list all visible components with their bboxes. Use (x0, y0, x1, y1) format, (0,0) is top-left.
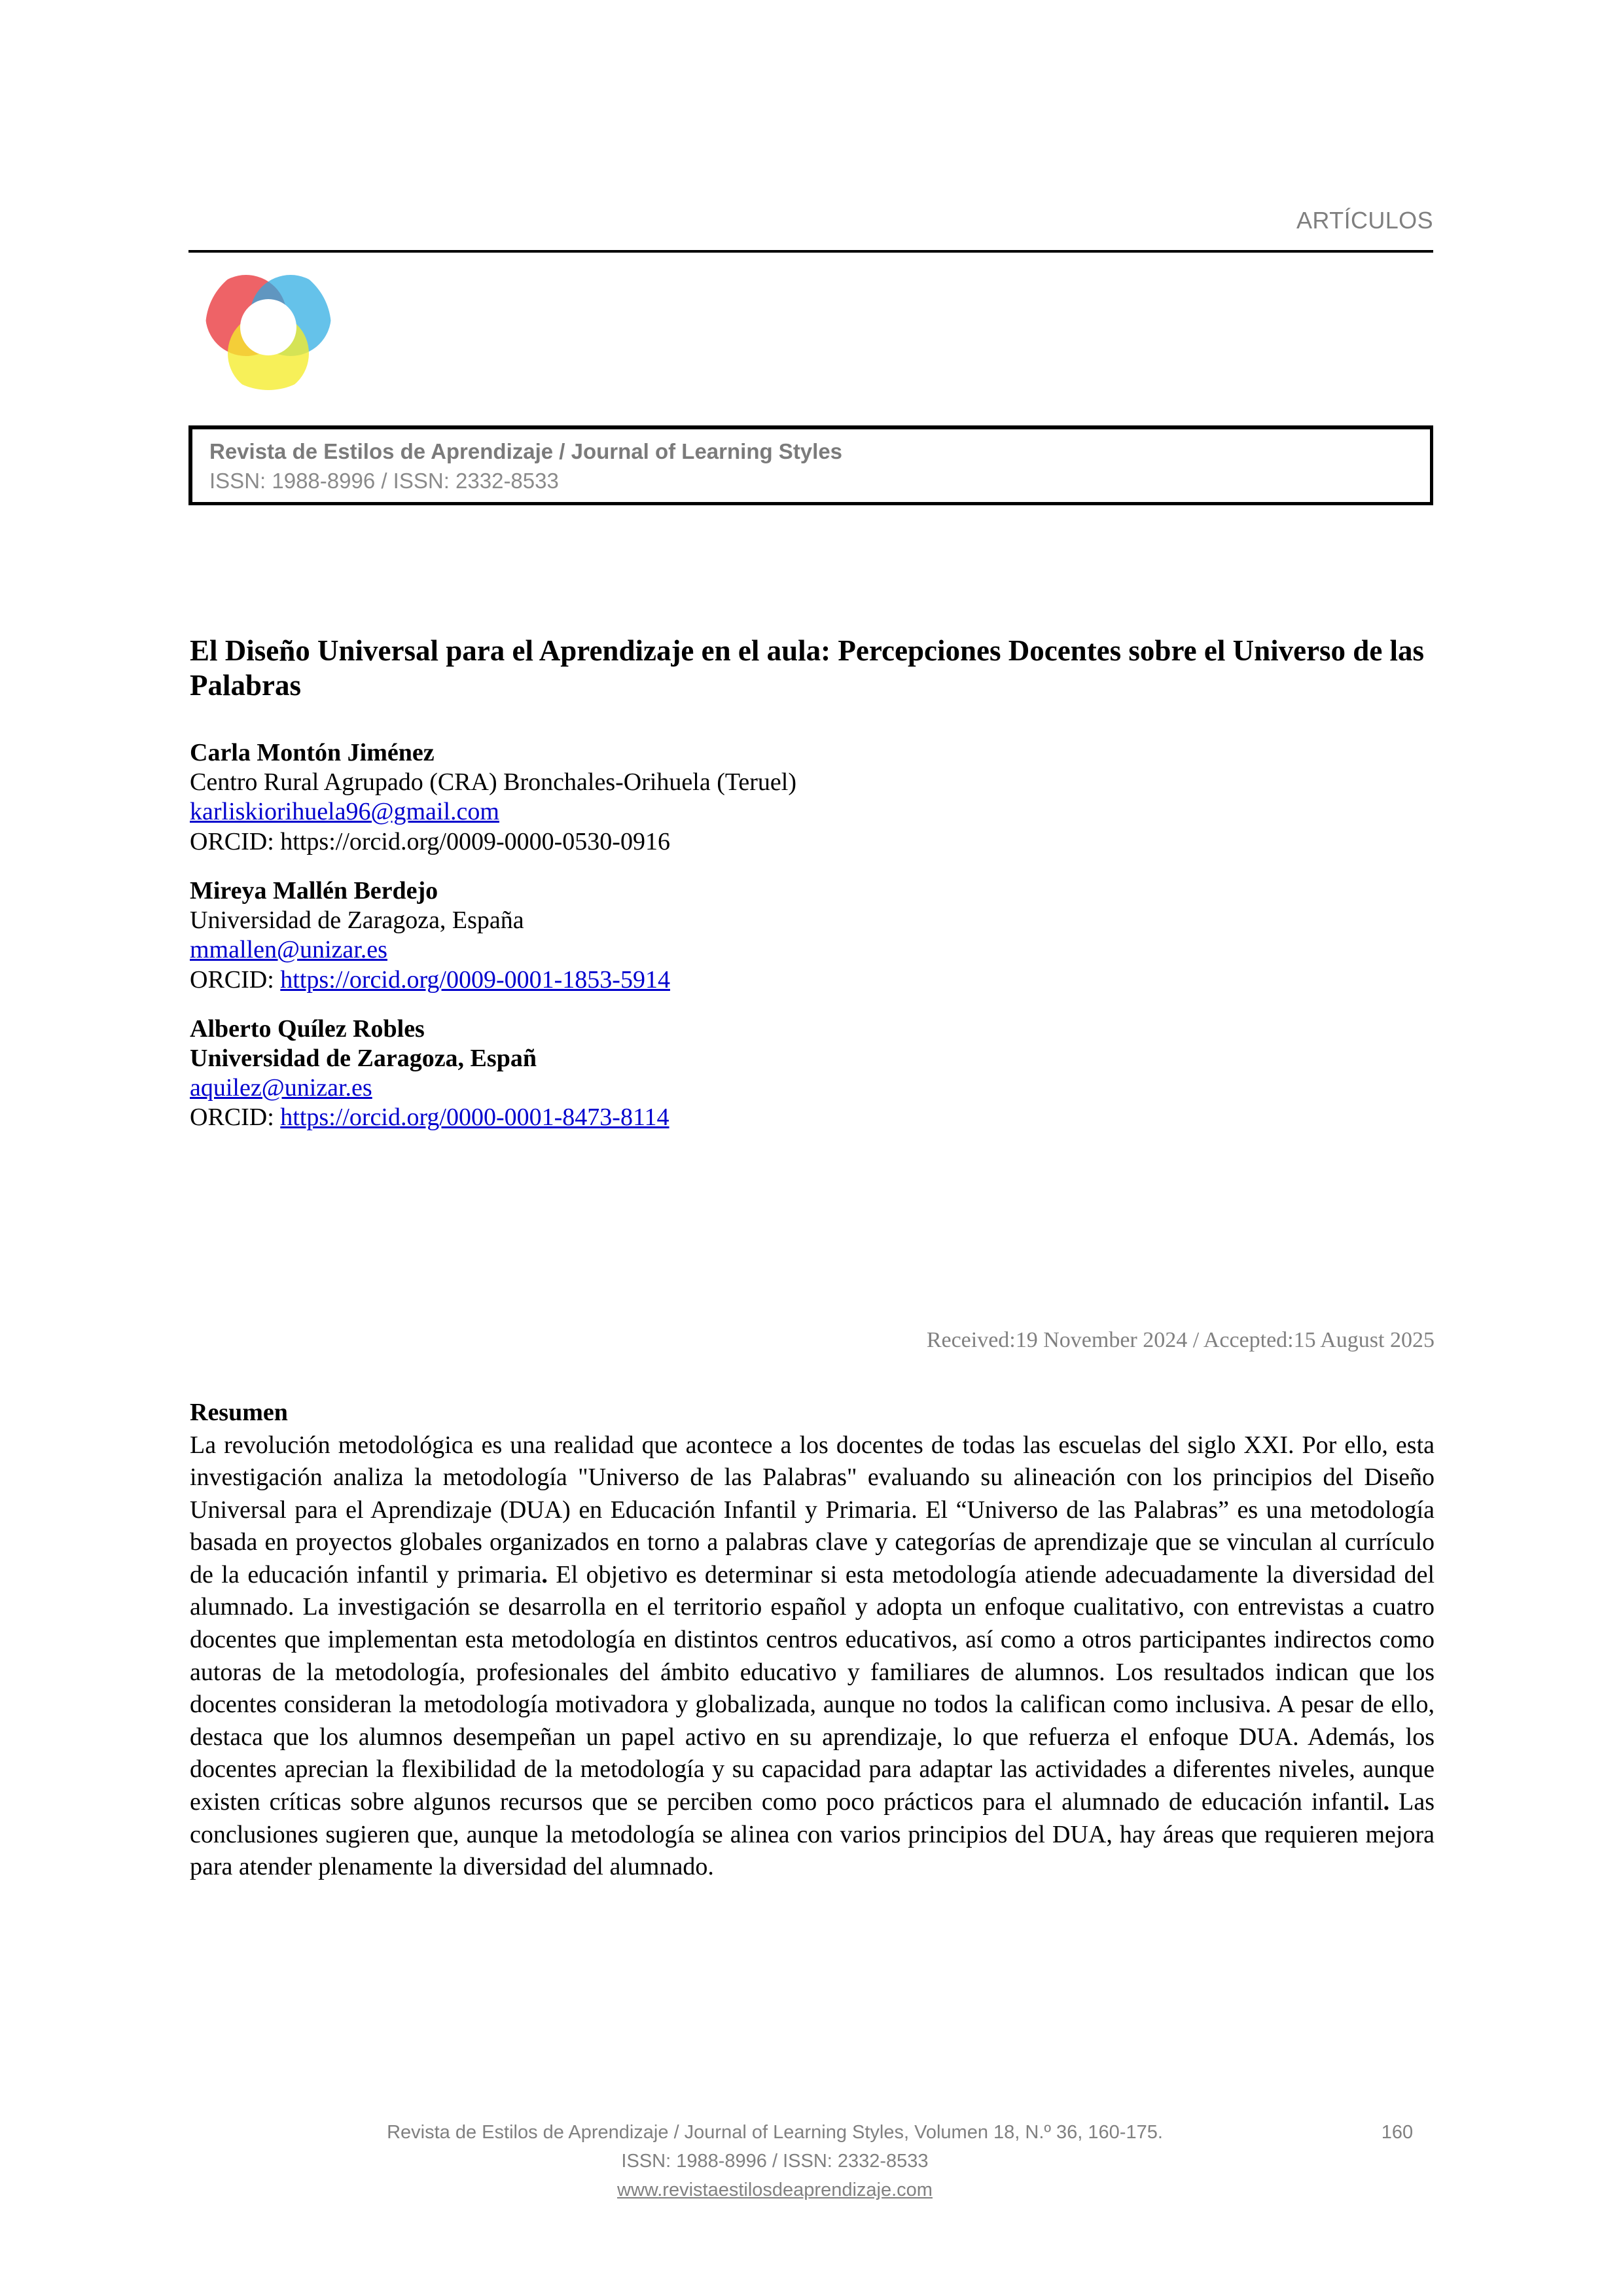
journal-masthead-box (188, 425, 1433, 505)
header-divider-rule (188, 250, 1433, 253)
author-name: Carla Montón Jiménez (190, 739, 435, 766)
received-accepted-line: Received:19 November 2024 / Accepted:15 August 2025 (926, 1328, 1435, 1352)
orcid-value: https://orcid.org/0009-0000-0530-0916 (280, 827, 670, 855)
abstract-part-2: El objetivo es determinar si esta metodología atiende adecuadamente la diversidad del alumnado. La investigación se desarrolla en el territorio español y adopta un enfoque cualitativo, con entrevistas a cuatro docentes que implementan esta metodología en distintos centros educativos, así como a otros participantes indirectos como autoras de la metodología, profesionales del ámbito educativo y familiares de alumnos. Los resultados indican que los docentes consideran la metodología motivadora y globalizada, aunque no todos la califican como inclusiva. A pesar de ello, destaca que los alumnos desempeñan un papel activo en su aprendizaje, lo que refuerza el enfoque DUA. Además, los docentes aprecian la flexibilidad de la metodología y su capacidad para adaptar las actividades a diferentes niveles, aunque existen críticas sobre algunos recursos que se perciben como poco prácticos para el alumnado de educación infantil (190, 1560, 1435, 1816)
author-list (190, 738, 1302, 1133)
author-block (190, 738, 1302, 857)
author-affiliation: Universidad de Zaragoza, Españ (190, 1044, 537, 1072)
author-email-link[interactable]: aquilez@unizar.es (190, 1074, 372, 1102)
author-email-link[interactable]: mmallen@unizar.es (190, 936, 387, 964)
footer-citation: Revista de Estilos de Aprendizaje / Journal of Learning Styles, Volumen 18, N.º 36, 160-175. (387, 2122, 1163, 2143)
author-orcid-row (190, 965, 1302, 995)
author-block (190, 876, 1302, 995)
footer-url-row (188, 2176, 1433, 2204)
orcid-link[interactable]: https://orcid.org/0009-0001-1853-5914 (280, 965, 670, 994)
color-wheel-icon (203, 262, 334, 393)
author-name: Mireya Mallén Berdejo (190, 876, 438, 905)
author-email-row (190, 797, 1302, 827)
page-number: 160 (1381, 2122, 1414, 2143)
journal-logo (203, 262, 334, 393)
running-head: ARTÍCULOS (1296, 207, 1433, 234)
author-email-row (190, 1073, 1302, 1103)
author-affiliation: Universidad de Zaragoza, España (190, 906, 524, 935)
abstract-heading: Resumen (190, 1399, 288, 1426)
author-email-link[interactable]: karliskiorihuela96@gmail.com (190, 798, 499, 826)
abstract-part-3: Las conclusiones sugieren que, aunque la metodología se alinea con varios principios del DUA, hay áreas que requieren mejora para atender plenamente la diversidad del alumnado. (190, 1787, 1435, 1881)
footer-website-link[interactable]: www.revistaestilosdeaprendizaje.com (617, 2179, 933, 2201)
author-orcid-row (190, 1103, 1302, 1132)
article-title: El Diseño Universal para el Aprendizaje en el aula: Percepciones Docentes sobre el Universo de las Palabras (190, 634, 1425, 702)
footer-issn: ISSN: 1988-8996 / ISSN: 2332-8533 (621, 2151, 929, 2172)
orcid-link[interactable]: https://orcid.org/0000-0001-8473-8114 (280, 1103, 669, 1132)
author-block (190, 1014, 1302, 1133)
author-affiliation: Centro Rural Agrupado (CRA) Bronchales-Orihuela (Teruel) (190, 768, 797, 797)
orcid-label: ORCID: (190, 1103, 281, 1132)
masthead-issn: ISSN: 1988-8996 / ISSN: 2332-8533 (209, 469, 559, 493)
abstract-part-1: La revolución metodológica es una realidad que acontece a los docentes de todas las escuelas del siglo XXI. Por ello, esta investigación analiza la metodología "Universo de las Palabras" evaluando su alineación con los principios del Diseño Universal para el Aprendizaje (DUA) en Educación Infantil y Primaria. El “Universo de las Palabras” es una metodología basada en proyectos globales organizados en torno a palabras clave y categorías de aprendizaje que se vinculan al currículo de la educación infantil y primaria (190, 1431, 1435, 1588)
masthead-journal-title: Revista de Estilos de Aprendizaje / Journal of Learning Styles (209, 439, 843, 463)
footer-citation-row (188, 2118, 1433, 2147)
abstract-bold-1: . (541, 1560, 548, 1588)
author-orcid-row (190, 827, 1302, 857)
abstract-body (190, 1429, 1435, 1884)
orcid-label: ORCID: (190, 827, 281, 855)
abstract-section (190, 1397, 1435, 1884)
abstract-bold-2: . (1383, 1787, 1390, 1816)
author-name: Alberto Quílez Robles (190, 1014, 425, 1043)
orcid-label: ORCID: (190, 965, 281, 994)
page-footer (188, 2118, 1433, 2204)
author-email-row (190, 935, 1302, 965)
